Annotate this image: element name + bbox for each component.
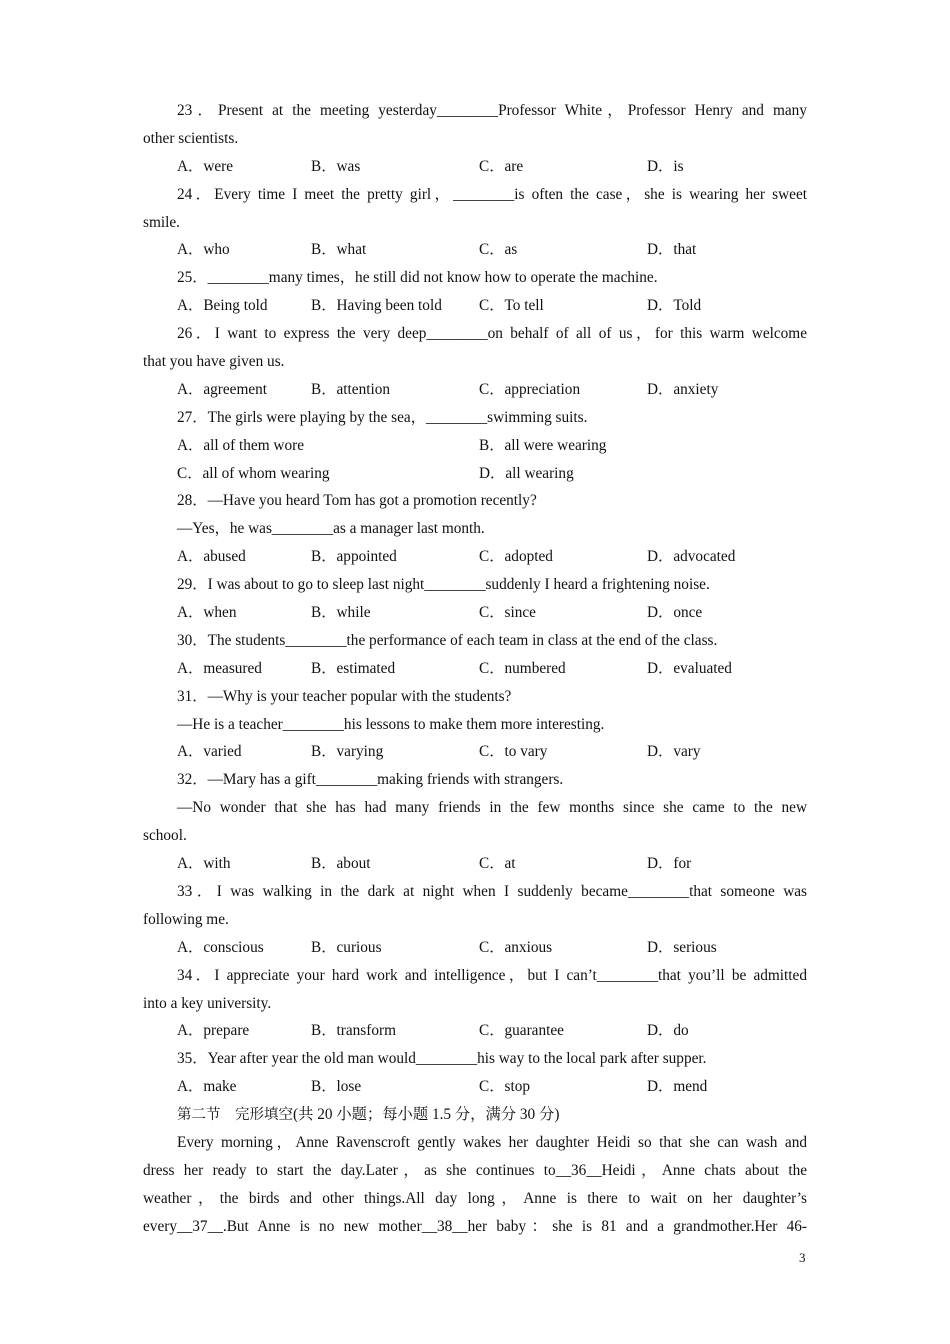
question-23-stem: 23．Present at the meeting yesterday________Professor White，Professor Henry and many [177, 102, 807, 119]
question-33-options [143, 934, 807, 962]
question-24-options [143, 236, 807, 264]
option-d: D．serious [647, 938, 717, 956]
question-25-options [143, 292, 807, 320]
option-a: A．all of them wore [177, 436, 305, 454]
blank-36: __36__ [555, 1161, 602, 1179]
option-b: B．estimated [311, 659, 396, 677]
passage-line-3: weather，the birds and other things.All day long，Anne is there to wait on her daughter’s [143, 1189, 807, 1207]
option-a: A．agreement [177, 380, 268, 398]
option-b: B．Having been told [311, 297, 442, 315]
option-d: D．anxiety [647, 380, 719, 398]
question-27-options-ab [143, 432, 807, 460]
option-b: B．about [311, 855, 371, 873]
option-d: D．advocated [647, 548, 736, 566]
question-31-reply: —He is a teacher________his lessons to make them more interesting. [177, 715, 605, 733]
option-c: C．To tell [479, 297, 544, 315]
option-b: B．lose [311, 1078, 362, 1096]
section-heading [143, 1101, 807, 1129]
option-a: A．Being told [177, 297, 268, 315]
option-c: C．are [479, 157, 524, 175]
question-35-options [143, 1073, 807, 1101]
question-29-options [143, 599, 807, 627]
option-d: D．that [647, 241, 697, 259]
option-d: D．Told [647, 297, 702, 315]
option-a: A．with [177, 855, 231, 873]
option-d: D．do [647, 1022, 689, 1040]
question-34-options [143, 1017, 807, 1045]
question-32-stem: 32．—Mary has a gift________making friends with strangers. [177, 771, 564, 789]
question-32-reply: —No wonder that she has had many friends in the few months since she came to the new [177, 799, 807, 817]
option-b: B．curious [311, 938, 382, 956]
option-c: C．to vary [479, 743, 548, 761]
option-a: A．were [177, 157, 234, 175]
option-a: A．conscious [177, 938, 264, 956]
option-c: C．since [479, 604, 536, 622]
question-34-stem-cont: into a key university. [143, 994, 272, 1012]
passage-line-4: every__37__.But Anne is no new mother__38__her baby：she is 81 and a grandmother.Her 46- [143, 1217, 808, 1235]
option-d: D．vary [647, 743, 701, 761]
question-23-options [143, 153, 807, 181]
passage-line-2: dress her ready to start the day.Later，as she continues to__36__Heidi，Anne chats about the [143, 1161, 808, 1179]
question-34-stem: 34．I appreciate your hard work and intelligence，but I can’t________that you’ll be admitted [177, 966, 807, 984]
section-title: 第二节 完形填空 [177, 1107, 293, 1124]
question-25-stem: 25．________many times，he still did not know how to operate the machine. [177, 269, 658, 287]
question-33-stem: 33．I was walking in the dark at night when I suddenly became________that someone was [177, 882, 807, 900]
document-page [143, 97, 807, 1241]
option-c: C．as [479, 241, 518, 259]
question-28-reply: —Yes，he was________as a manager last month. [177, 520, 485, 538]
question-33-stem-cont: following me. [143, 910, 229, 928]
option-b: B．transform [311, 1022, 396, 1040]
option-b: B．what [311, 241, 367, 259]
option-d: D．is [647, 157, 684, 175]
option-b: B．all were wearing [479, 436, 607, 454]
option-d: D．mend [647, 1078, 708, 1096]
passage-line-1: Every morning，Anne Ravenscroft gently wakes her daughter Heidi so that she can wash and [177, 1133, 807, 1151]
option-c: C．adopted [479, 548, 553, 566]
question-26-stem-cont: that you have given us. [143, 353, 285, 371]
question-35-stem: 35．Year after year the old man would________his way to the local park after supper. [177, 1050, 707, 1068]
question-31-stem: 31．—Why is your teacher popular with the students? [177, 687, 512, 705]
option-b: B．was [311, 157, 361, 175]
question-28-options [143, 543, 807, 571]
option-a: A．abused [177, 548, 246, 566]
option-d: D．once [647, 604, 703, 622]
option-a: A．make [177, 1078, 237, 1096]
question-31-options [143, 738, 807, 766]
question-30-stem: 30．The students________the performance of each team in class at the end of the class. [177, 631, 718, 649]
option-b: B．attention [311, 380, 391, 398]
option-a: A．prepare [177, 1022, 250, 1040]
option-a: A．when [177, 604, 237, 622]
question-28-stem: 28．—Have you heard Tom has got a promotion recently? [177, 492, 537, 510]
page-number: 3 [799, 1250, 806, 1265]
option-c: C．all of whom wearing [177, 464, 330, 482]
option-c: C．numbered [479, 659, 566, 677]
question-26-options [143, 376, 807, 404]
option-d: D．evaluated [647, 659, 732, 677]
option-a: A．measured [177, 659, 262, 677]
option-c: C．stop [479, 1078, 530, 1096]
option-b: B．while [311, 604, 371, 622]
blank-37: __37__ [176, 1217, 223, 1235]
question-30-options [143, 655, 807, 683]
question-27-stem: 27．The girls were playing by the sea，________swimming suits. [177, 408, 588, 426]
option-a: A．varied [177, 743, 242, 761]
question-29-stem: 29．I was about to go to sleep last night________suddenly I heard a frightening noise. [177, 576, 710, 594]
option-c: C．anxious [479, 938, 553, 956]
question-32-options [143, 850, 807, 878]
blank-38: __38__ [421, 1217, 468, 1235]
question-32-reply-cont: school. [143, 827, 187, 845]
option-d: D．all wearing [479, 464, 574, 482]
option-a: A．who [177, 241, 230, 259]
question-24-stem: 24．Every time I meet the pretty girl，________is often the case，she is wearing her sweet [177, 185, 807, 203]
option-b: B．varying [311, 743, 384, 761]
question-23-stem-cont: other scientists. [143, 129, 239, 147]
question-26-stem: 26．I want to express the very deep________on behalf of all of us，for this warm welcome [177, 325, 807, 343]
question-24-stem-cont: smile. [143, 213, 180, 231]
option-b: B．appointed [311, 548, 397, 566]
option-c: C．appreciation [479, 380, 581, 398]
option-c: C．guarantee [479, 1022, 564, 1040]
question-27-options-cd [143, 460, 807, 488]
section-note: (共 20 小题；每小题 1.5 分，满分 30 分) [293, 1106, 560, 1124]
option-c: C．at [479, 855, 516, 873]
option-d: D．for [647, 855, 692, 873]
